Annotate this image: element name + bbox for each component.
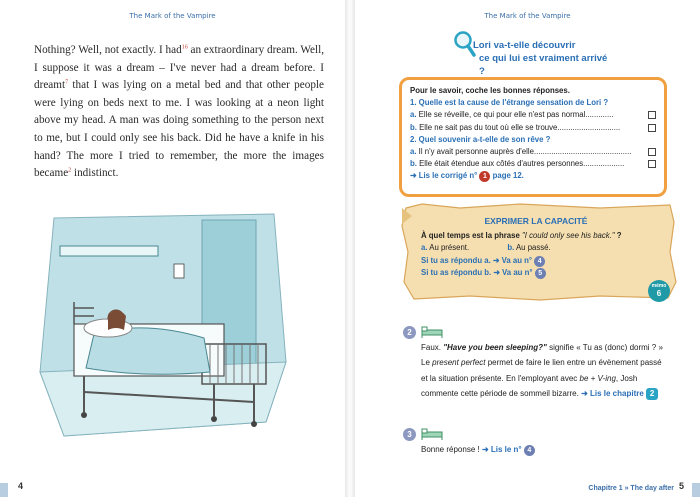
option-letter: b. <box>507 243 515 253</box>
quiz-option[interactable] <box>410 158 656 170</box>
page-number-right: 5 <box>678 481 684 491</box>
question-text: À quel temps est la phrase <box>421 231 522 241</box>
right-page <box>355 0 700 497</box>
quiz-question-1: 1. Quelle est la cause de l'étrange sensation de Lori ? <box>410 98 609 108</box>
quiz-option[interactable] <box>410 122 656 134</box>
answer-term: be + V-ing <box>579 373 616 383</box>
memo-label: mémo <box>651 283 667 289</box>
bed-icon <box>421 326 443 338</box>
checkbox[interactable] <box>648 124 656 132</box>
link-text: page 12. <box>492 171 524 181</box>
hospital-bed-illustration <box>34 212 292 444</box>
number-link[interactable]: ➜ Lis le n° <box>481 445 522 454</box>
bed-icon <box>421 428 443 440</box>
answer-fragment: signifie « Tu as (donc) dormi ? » Le <box>421 343 663 368</box>
exercise-option[interactable] <box>507 243 550 252</box>
answer-block-2 <box>407 326 665 402</box>
number-badge[interactable]: 4 <box>524 445 535 456</box>
goto-link[interactable] <box>421 267 651 279</box>
answer-block-3 <box>407 428 665 457</box>
answer-fragment: Faux. <box>421 343 444 352</box>
checkbox[interactable] <box>648 148 656 156</box>
option-letter: a. <box>410 110 417 120</box>
link-text: ➜ Lis le corrigé n° <box>410 171 478 181</box>
answer-fragment: permet de faire le lien entre un évènement passé et la situation présente. En l'employant avec <box>421 358 662 383</box>
running-head-right: The Mark of the Vampire <box>484 12 571 20</box>
story-text: an extraordinary dream. Well, I suppose it was a dream – I've never had a dream before. I dreamt <box>34 44 324 92</box>
story-text: indistinct. <box>71 167 119 180</box>
running-head-left: The Mark of the Vampire <box>129 12 216 20</box>
left-page <box>0 0 345 497</box>
quiz-question-2: 2. Quel souvenir a-t-elle de son rêve ? <box>410 134 551 144</box>
story-text: that I was lying on a metal bed and that other people were lying on beds next to me. I was looking at a neon light above my head. A man was doing something to the person next to me, but I could only see his back. Did he have a knife in his hand? The more I tried to remember, the more the images became <box>34 79 324 180</box>
answer-text <box>407 428 665 457</box>
number-badge: 5 <box>535 268 546 279</box>
answer-quote: "Have you been sleeping?" <box>443 343 547 352</box>
exercise-options <box>421 242 651 254</box>
quiz-intro: Pour le savoir, coche les bonnes réponses. <box>410 86 570 95</box>
quiz-option[interactable] <box>410 109 656 121</box>
question-quote: "I could only see his back." <box>521 231 615 241</box>
section-question-line: Lori va-t-elle découvrir <box>473 40 576 51</box>
checkbox[interactable] <box>648 111 656 119</box>
option-text: Elle se réveille, ce qui pour elle n'est pas normal............. <box>416 110 614 120</box>
option-letter: b. <box>410 159 417 169</box>
number-badge: 4 <box>534 256 545 267</box>
option-text: Elle était étendue aux côtés d'autres personnes................... <box>416 159 625 169</box>
option-text: Au présent. <box>427 243 470 253</box>
memo-badge[interactable] <box>648 280 670 302</box>
goto-text: Si tu as répondu b. ➜ Va au n° <box>421 267 533 277</box>
book-gutter <box>345 0 355 497</box>
page-edge-tab <box>692 483 700 497</box>
option-letter: b. <box>410 122 417 132</box>
page-number-left: 4 <box>18 481 24 491</box>
footnote-ref[interactable]: 16 <box>181 44 188 51</box>
option-text: Au passé. <box>514 243 551 253</box>
goto-link[interactable] <box>421 255 651 267</box>
exercise-title: EXPRIMER LA CAPACITÉ <box>484 216 588 226</box>
question-text: ? <box>614 231 622 241</box>
number-badge: 1 <box>479 171 490 182</box>
answer-term: present perfect <box>432 358 486 368</box>
chapter-badge[interactable]: 2 <box>646 388 658 400</box>
answer-fragment: Bonne réponse ! <box>421 445 482 454</box>
answer-number: 3 <box>403 428 416 441</box>
option-letter: a. <box>421 243 428 253</box>
page-edge-tab <box>0 483 8 497</box>
memo-number: 6 <box>656 289 662 298</box>
option-text: Il n'y avait personne auprès d'elle............................................. <box>416 147 632 157</box>
quiz-box <box>399 77 667 197</box>
checkbox[interactable] <box>648 160 656 168</box>
chapter-link[interactable]: ➜ Lis le chapitre <box>581 389 644 399</box>
capacity-exercise <box>421 215 651 279</box>
answer-text <box>407 326 665 402</box>
goto-text: Si tu as répondu a. ➜ Va au n° <box>421 255 533 265</box>
story-text: Nothing? Well, not exactly. I had <box>34 44 182 56</box>
option-letter: a. <box>410 147 417 157</box>
exercise-question <box>421 230 651 242</box>
correction-link[interactable] <box>410 170 656 182</box>
footnote-ref[interactable]: 7 <box>65 79 69 86</box>
option-text: Elle ne sait pas du tout où elle se trouve............................. <box>416 122 621 132</box>
story-paragraph <box>34 42 324 183</box>
footer-chapter: Chapitre 1 » The day after <box>588 485 674 492</box>
footnote-ref[interactable]: 2 <box>68 167 72 174</box>
section-question <box>473 39 613 78</box>
exercise-option[interactable] <box>421 243 469 252</box>
answer-number: 2 <box>403 326 416 339</box>
answer-fragment: , Josh commente cette période de sommeil bizarre. <box>421 373 638 399</box>
quiz-option[interactable] <box>410 146 656 158</box>
section-question-line: ce qui lui est vraiment arrivé ? <box>479 53 608 77</box>
